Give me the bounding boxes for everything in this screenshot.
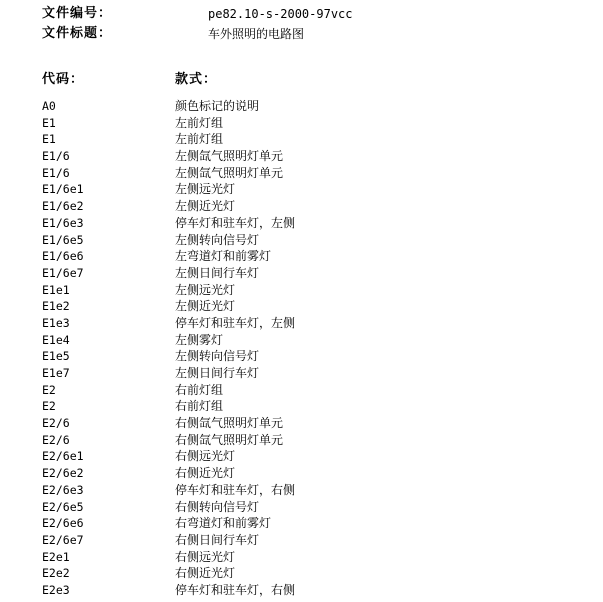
entry-description: 左侧近光灯 <box>175 299 236 314</box>
entry-code: E2e1 <box>42 549 70 564</box>
list-item <box>0 348 603 365</box>
entry-code: E2/6 <box>42 432 70 447</box>
entry-description: 左弯道灯和前雾灯 <box>175 249 272 264</box>
entry-description: 左侧转向信号灯 <box>175 349 260 364</box>
list-item <box>0 332 603 349</box>
entry-code: E2/6e6 <box>42 516 84 531</box>
entry-description: 左侧近光灯 <box>175 199 236 214</box>
list-item <box>0 365 603 382</box>
entry-description: 左侧氙气照明灯单元 <box>175 149 284 164</box>
entry-code: E1e2 <box>42 299 70 314</box>
entry-description: 停车灯和驻车灯，右侧 <box>175 482 296 497</box>
list-item <box>0 248 603 265</box>
list-item <box>0 198 603 215</box>
entry-code: E1e1 <box>42 282 70 297</box>
list-item <box>0 215 603 232</box>
list-item <box>0 432 603 449</box>
entry-code: E2/6e1 <box>42 449 84 464</box>
list-item <box>0 265 603 282</box>
list-item <box>0 232 603 249</box>
entry-code: E1e3 <box>42 315 70 330</box>
entry-code: E2/6e3 <box>42 482 84 497</box>
entry-description: 左侧日间行车灯 <box>175 366 260 380</box>
entry-description: 右弯道灯和前雾灯 <box>175 516 272 531</box>
entry-description: 右侧氙气照明灯单元 <box>175 432 284 447</box>
entry-code: E2 <box>42 399 56 414</box>
entry-description: 左侧转向信号灯 <box>175 232 260 247</box>
entry-description: 左侧远光灯 <box>175 282 236 297</box>
list-item <box>0 398 603 415</box>
entry-code: E2e3 <box>42 582 70 597</box>
entry-description: 左前灯组 <box>175 132 224 147</box>
entry-code: E2e2 <box>42 566 70 581</box>
list-item <box>0 165 603 182</box>
list-item <box>0 499 603 516</box>
list-item <box>0 131 603 148</box>
entry-code: E1e7 <box>42 366 70 380</box>
entry-description: 颜色标记的说明 <box>175 99 260 113</box>
entry-code: E2/6e7 <box>42 532 84 547</box>
entry-description: 左侧氙气照明灯单元 <box>175 165 284 180</box>
entry-code: E1/6e7 <box>42 265 84 280</box>
file-number-label: 文件编号： <box>42 6 113 21</box>
list-item <box>0 98 603 115</box>
entry-description: 右侧氙气照明灯单元 <box>175 416 284 431</box>
list-item <box>0 549 603 566</box>
list-item <box>0 298 603 315</box>
entry-description: 右侧近光灯 <box>175 466 236 481</box>
entry-code: A0 <box>42 99 56 113</box>
entry-code: E1 <box>42 132 56 147</box>
entry-description: 左侧日间行车灯 <box>175 265 260 280</box>
entry-description: 右前灯组 <box>175 382 224 397</box>
list-item <box>0 315 603 332</box>
entry-description: 右侧近光灯 <box>175 566 236 581</box>
list-item <box>0 565 603 582</box>
entry-description: 右侧转向信号灯 <box>175 499 260 514</box>
entry-description: 右侧远光灯 <box>175 449 236 464</box>
description-column-heading: 款式： <box>175 72 218 87</box>
entry-code: E1e5 <box>42 349 70 364</box>
file-title-value: 车外照明的电路图 <box>208 27 305 41</box>
entry-code: E1/6e2 <box>42 199 84 214</box>
file-title-label: 文件标题： <box>42 26 113 41</box>
entry-code: E1/6e3 <box>42 215 84 230</box>
entry-code: E1/6e6 <box>42 249 84 264</box>
list-item <box>0 382 603 399</box>
entry-code: E2 <box>42 382 56 397</box>
entry-code: E1/6e5 <box>42 232 84 247</box>
entry-code: E2/6e2 <box>42 466 84 481</box>
list-item <box>0 415 603 432</box>
entry-description: 右侧日间行车灯 <box>175 532 260 547</box>
entry-description: 左前灯组 <box>175 115 224 130</box>
entry-description: 停车灯和驻车灯，左侧 <box>175 315 296 330</box>
entry-code: E1e4 <box>42 332 70 347</box>
list-item <box>0 465 603 482</box>
list-item <box>0 115 603 132</box>
list-item <box>0 515 603 532</box>
list-item <box>0 582 603 599</box>
code-column-heading: 代码： <box>42 72 85 87</box>
entry-description: 右侧远光灯 <box>175 549 236 564</box>
list-item <box>0 148 603 165</box>
entry-description: 右前灯组 <box>175 399 224 414</box>
list-item <box>0 482 603 499</box>
file-number-value: pe82.10-s-2000-97vcc <box>208 7 353 21</box>
entry-list <box>0 98 603 599</box>
entry-code: E1/6 <box>42 165 70 180</box>
entry-code: E1/6e1 <box>42 182 84 197</box>
list-item <box>0 448 603 465</box>
entry-code: E1 <box>42 115 56 130</box>
entry-code: E2/6 <box>42 416 70 431</box>
entry-code: E1/6 <box>42 149 70 164</box>
list-item <box>0 532 603 549</box>
entry-description: 左侧远光灯 <box>175 182 236 197</box>
entry-description: 停车灯和驻车灯，左侧 <box>175 215 296 230</box>
list-item <box>0 181 603 198</box>
entry-description: 停车灯和驻车灯，右侧 <box>175 582 296 597</box>
entry-description: 左侧雾灯 <box>175 332 224 347</box>
entry-code: E2/6e5 <box>42 499 84 514</box>
list-item <box>0 282 603 299</box>
